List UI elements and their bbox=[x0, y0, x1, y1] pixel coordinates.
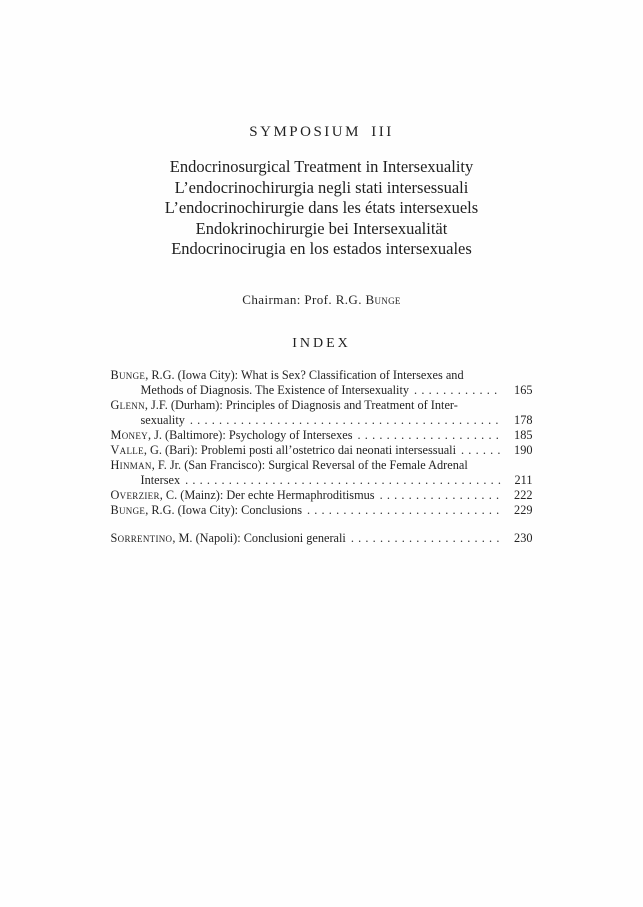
entry-line bbox=[111, 398, 533, 413]
page-number: 230 bbox=[514, 530, 533, 545]
entry-text-wrap bbox=[111, 428, 353, 443]
page-number: 165 bbox=[514, 382, 533, 397]
entry-line bbox=[111, 503, 533, 518]
index-entry bbox=[111, 368, 533, 398]
dot-leader bbox=[414, 383, 500, 398]
entry-line bbox=[111, 473, 533, 488]
entry-text: , G. (Bari): Problemi posti all’ostetrico dai neonati intersessuali bbox=[143, 442, 457, 457]
entry-text-wrap bbox=[111, 443, 457, 458]
entry-text: , C. (Mainz): Der echte Hermaphroditismus bbox=[159, 487, 375, 502]
page-number: 190 bbox=[514, 442, 533, 457]
index-heading: INDEX bbox=[292, 335, 351, 351]
dot-leader bbox=[190, 413, 501, 428]
page-number: 185 bbox=[514, 427, 533, 442]
entry-continuation: sexuality bbox=[140, 412, 185, 427]
entry-author: Valle bbox=[110, 442, 144, 457]
dot-leader bbox=[351, 531, 501, 546]
entry-text: , R.G. (Iowa City): Conclusions bbox=[145, 502, 302, 517]
entry-text: , R.G. (Iowa City): What is Sex? Classification of Intersexes and bbox=[145, 367, 464, 382]
entry-line bbox=[111, 413, 533, 428]
page-number: 222 bbox=[514, 487, 533, 502]
dot-leader bbox=[307, 503, 501, 518]
index-entry bbox=[111, 443, 533, 458]
title-line-es: Endocrinocirugia en los estados intersexuales bbox=[171, 239, 472, 258]
entry-author: Hinman bbox=[110, 457, 152, 472]
page-number: 229 bbox=[514, 502, 533, 517]
entry-text-wrap bbox=[111, 531, 346, 546]
chairman-line bbox=[0, 293, 643, 307]
dot-leader bbox=[185, 473, 500, 488]
dot-leader bbox=[461, 443, 500, 458]
entry-line bbox=[111, 443, 533, 458]
entry-text-wrap bbox=[111, 488, 375, 503]
entry-line bbox=[111, 383, 533, 398]
title-line-de: Endokrinochirurgie bei Intersexualität bbox=[195, 218, 448, 238]
dot-leader bbox=[380, 488, 501, 503]
entry-text: , J. (Baltimore): Psychology of Intersexes bbox=[147, 427, 353, 442]
entry-author: Overzier bbox=[110, 487, 160, 502]
entry-author: Bunge bbox=[110, 502, 146, 517]
title-line-it: L’endocrinochirurgia negli stati intersessuali bbox=[174, 177, 469, 197]
entry-line bbox=[111, 428, 533, 443]
page-number: 178 bbox=[514, 412, 533, 427]
page-number: 211 bbox=[514, 472, 533, 487]
index-entry bbox=[111, 398, 533, 428]
index-entry bbox=[111, 488, 533, 503]
dot-leader bbox=[358, 428, 501, 443]
entry-continuation: Intersex bbox=[140, 472, 181, 487]
index-entry bbox=[111, 458, 533, 488]
entry-line bbox=[111, 368, 533, 383]
entry-text: , M. (Napoli): Conclusioni generali bbox=[172, 530, 346, 545]
entry-continuation: Methods of Diagnosis. The Existence of Intersexuality bbox=[140, 382, 410, 397]
title-line-en: Endocrinosurgical Treatment in Intersexuality bbox=[169, 157, 474, 176]
index-entry bbox=[111, 428, 533, 443]
symposium-heading: SYMPOSIUM III bbox=[249, 124, 394, 140]
entry-author: Glenn bbox=[110, 397, 145, 412]
entry-text: , F. Jr. (San Francisco): Surgical Reversal of the Female Adrenal bbox=[151, 457, 468, 472]
index-entry bbox=[111, 531, 533, 546]
chairman-name: Bunge bbox=[365, 291, 401, 307]
index-entry bbox=[111, 503, 533, 518]
entry-text: , J.F. (Durham): Principles of Diagnosis and Treatment of Inter- bbox=[144, 397, 458, 412]
entry-line bbox=[111, 458, 533, 473]
entry-line bbox=[111, 531, 533, 546]
entry-text-wrap bbox=[111, 503, 302, 518]
index-list bbox=[111, 368, 533, 546]
entry-author: Sorrentino bbox=[110, 530, 173, 545]
entry-author: Money bbox=[110, 427, 148, 442]
chairman-prefix: Chairman: Prof. R.G. bbox=[242, 291, 366, 307]
entry-line bbox=[111, 488, 533, 503]
entry-author: Bunge bbox=[110, 367, 146, 382]
title-line-fr: L’endocrinochirurgie dans les états intersexuels bbox=[164, 198, 479, 217]
title-block bbox=[0, 157, 643, 260]
